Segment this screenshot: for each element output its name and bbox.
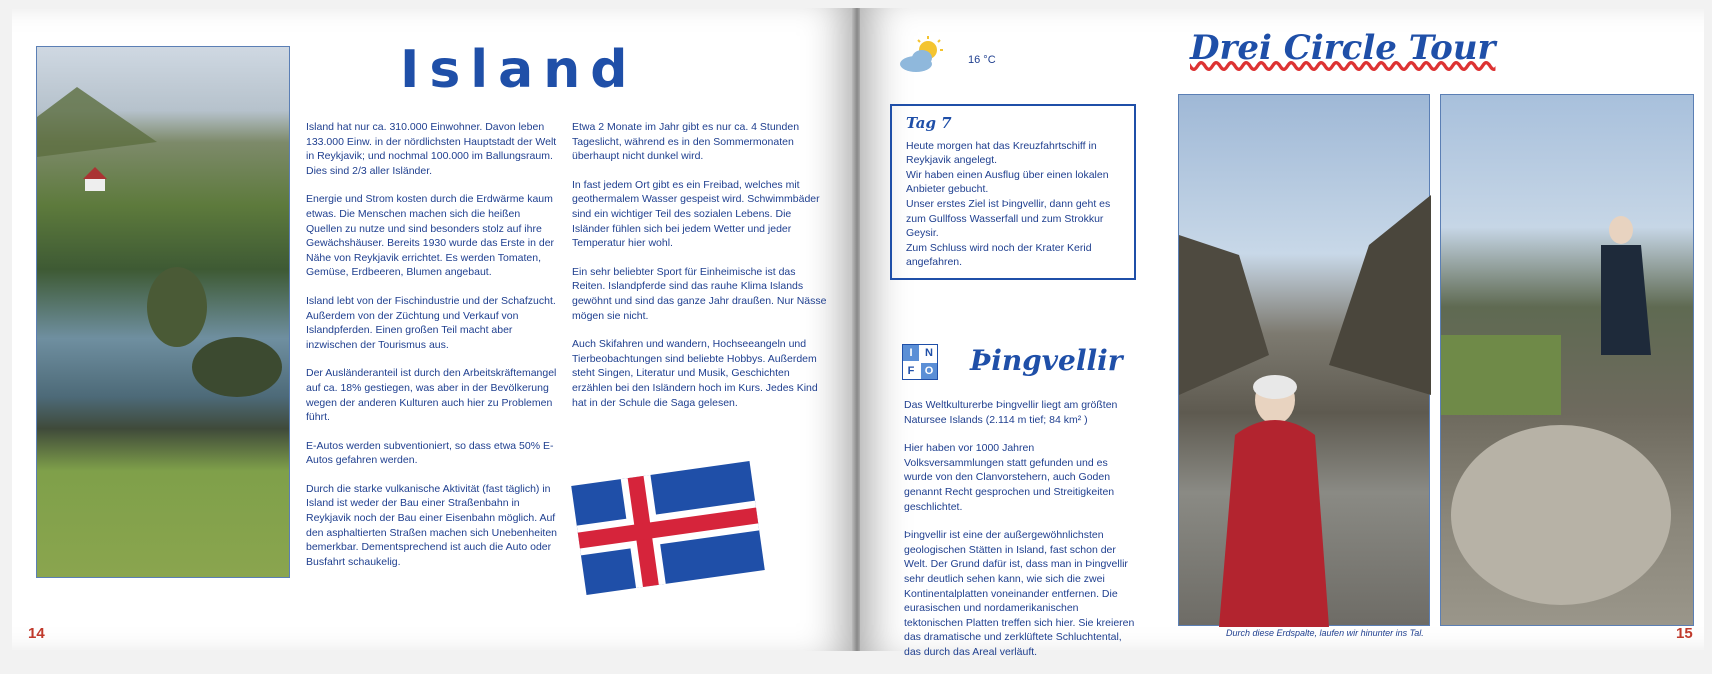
day-box <box>890 104 1136 280</box>
paragraph: Ein sehr beliebter Sport für Einheimische ist das Reiten. Islandpferde sind das rauhe Klima Islands gewöhnt und sind das ganze Jahr draußen. Nur Nässe mögen sie nicht. <box>572 265 827 322</box>
day-line: Unser erstes Ziel ist Þingvellir, dann geht es zum Gullfoss Wasserfall und zum Strokkur Geysir. <box>906 197 1111 240</box>
paragraph: Hier haben vor 1000 Jahren Volksversammlungen statt gefunden und es wurde von den Clanvorstehern, auch Goden genannt Recht gesprochen und Streitigkeiten geschlichtet. <box>904 442 1115 513</box>
info-letter: N <box>921 345 937 361</box>
paragraph: Island hat nur ca. 310.000 Einwohner. Davon leben 133.000 Einw. in der nördlichsten Hauptstadt der Welt in Reykjavik; und nochmal 100.000 im Ballungsraum. Dies sind 2/3 aller Isländer. <box>306 121 557 177</box>
paragraph: Auch Skifahren und wandern, Hochseeangeln und Tierbeobachtungen sind beliebte Hobbys. Außerdem steht Singen, Literatur und Musik, Geschichten erzählen bei den Isländern hoch im Kurs. Jedes Kind hat in der Schule die Saga gelesen. <box>572 338 818 409</box>
info-letter: O <box>921 363 937 379</box>
section-text <box>904 398 1136 674</box>
day-line: Zum Schluss wird noch der Krater Kerid angefahren. <box>906 241 1092 269</box>
paragraph: Der Ausländeranteil ist durch den Arbeitskräftemangel auf ca. 18% gestiegen, was aber in der Bevölkerung wegen der anderen Kulturen auch hier zu Problemen führt. <box>306 367 557 424</box>
left-page <box>12 8 854 651</box>
info-letter: I <box>903 345 919 361</box>
page-number: 14 <box>28 625 45 642</box>
tour-title: Drei Circle Tour <box>1190 28 1496 68</box>
coast-photo <box>36 46 290 578</box>
right-page <box>860 8 1704 658</box>
photo-caption: Durch diese Erdspalte, laufen wir hinunter ins Tal. <box>1226 628 1424 638</box>
iceland-flag <box>568 448 768 608</box>
temperature: 16 °C <box>968 54 996 66</box>
paragraph: Das Weltkulturerbe Þingvellir liegt am größten Natursee Islands (2.114 m tief; 84 km² ) <box>904 399 1118 426</box>
day-line: Wir haben einen Ausflug über einen lokalen Anbieter gebucht. <box>906 168 1109 196</box>
text-column-2 <box>572 120 828 424</box>
paragraph: Etwa 2 Monate im Jahr gibt es nur ca. 4 Stunden Tageslicht, während es in den Sommermonaten überhaupt nicht dunkel wird. <box>572 121 800 163</box>
partly-cloudy-icon <box>896 34 946 76</box>
day-line: Heute morgen hat das Kreuzfahrtschiff in Reykjavik angelegt. <box>906 139 1097 167</box>
day-heading: Tag 7 <box>906 114 952 132</box>
paragraph: Island lebt von der Fischindustrie und der Schafzucht. Außerdem von der Züchtung und Verkauf von Islandpferden. Einen großen Teil macht aber inzwischen der Tourismus aus. <box>306 294 556 351</box>
info-icon <box>902 344 938 380</box>
text-column-1 <box>306 120 558 583</box>
paragraph: In fast jedem Ort gibt es ein Freibad, welches mit geothermalem Wasser gespeist wird. Schwimmbäder sind ein wichtiger Teil des sozialen Lebens. Die Isländer fühlen sich bei jedem Wetter und jeder Temperatur hier wohl. <box>572 178 820 250</box>
page-title: Island <box>400 40 638 100</box>
paragraph: Energie und Strom kosten durch die Erdwärme kaum etwas. Die Menschen machen sich die heißen Quellen zu nutze und sind besonders stolz auf ihre Gewächshäuser. Bereits 1930 wurde das Erste in der Nähe von Reykjavik errichtet. Es werden Tomaten, Gemüse, Erdbeeren, Blumen angebaut. <box>306 193 555 279</box>
paragraph: E-Autos werden subventioniert, so dass etwa 50% E-Autos gefahren werden. <box>306 439 554 467</box>
section-title: Þingvellir <box>970 344 1123 377</box>
page-number: 15 <box>1676 625 1693 642</box>
paragraph: Durch die starke vulkanische Aktivität (fast täglich) in Island ist weder der Bau einer Straßenbahn in Reykjavik noch der Bau einer Eisenbahn möglich. Auf den asphaltierten Straßen machen sich Unebenheiten bemerkbar. Dementsprechend ist auch die Auto oder Busfahrt schaukelig. <box>306 482 557 568</box>
paragraph: Þingvellir ist eine der außergewöhnlichsten geologischen Stätten in Island, fast schon der Welt. Der Grund dafür ist, dass man in Þingvellir sehr deutlich sehen kann, wie sich die zwei Kontinentalplatten voneinander entfernen. Die eurasischen und nordamerikanischen tektonischen Platten treffen sich hier. Sie kreieren das dramatische und zerklüftete Schluchtental, das durch das Areal verläuft. <box>904 529 1135 658</box>
gorge-photo-man <box>1440 94 1694 626</box>
gorge-photo-woman <box>1178 94 1430 626</box>
info-letter: F <box>903 363 919 379</box>
